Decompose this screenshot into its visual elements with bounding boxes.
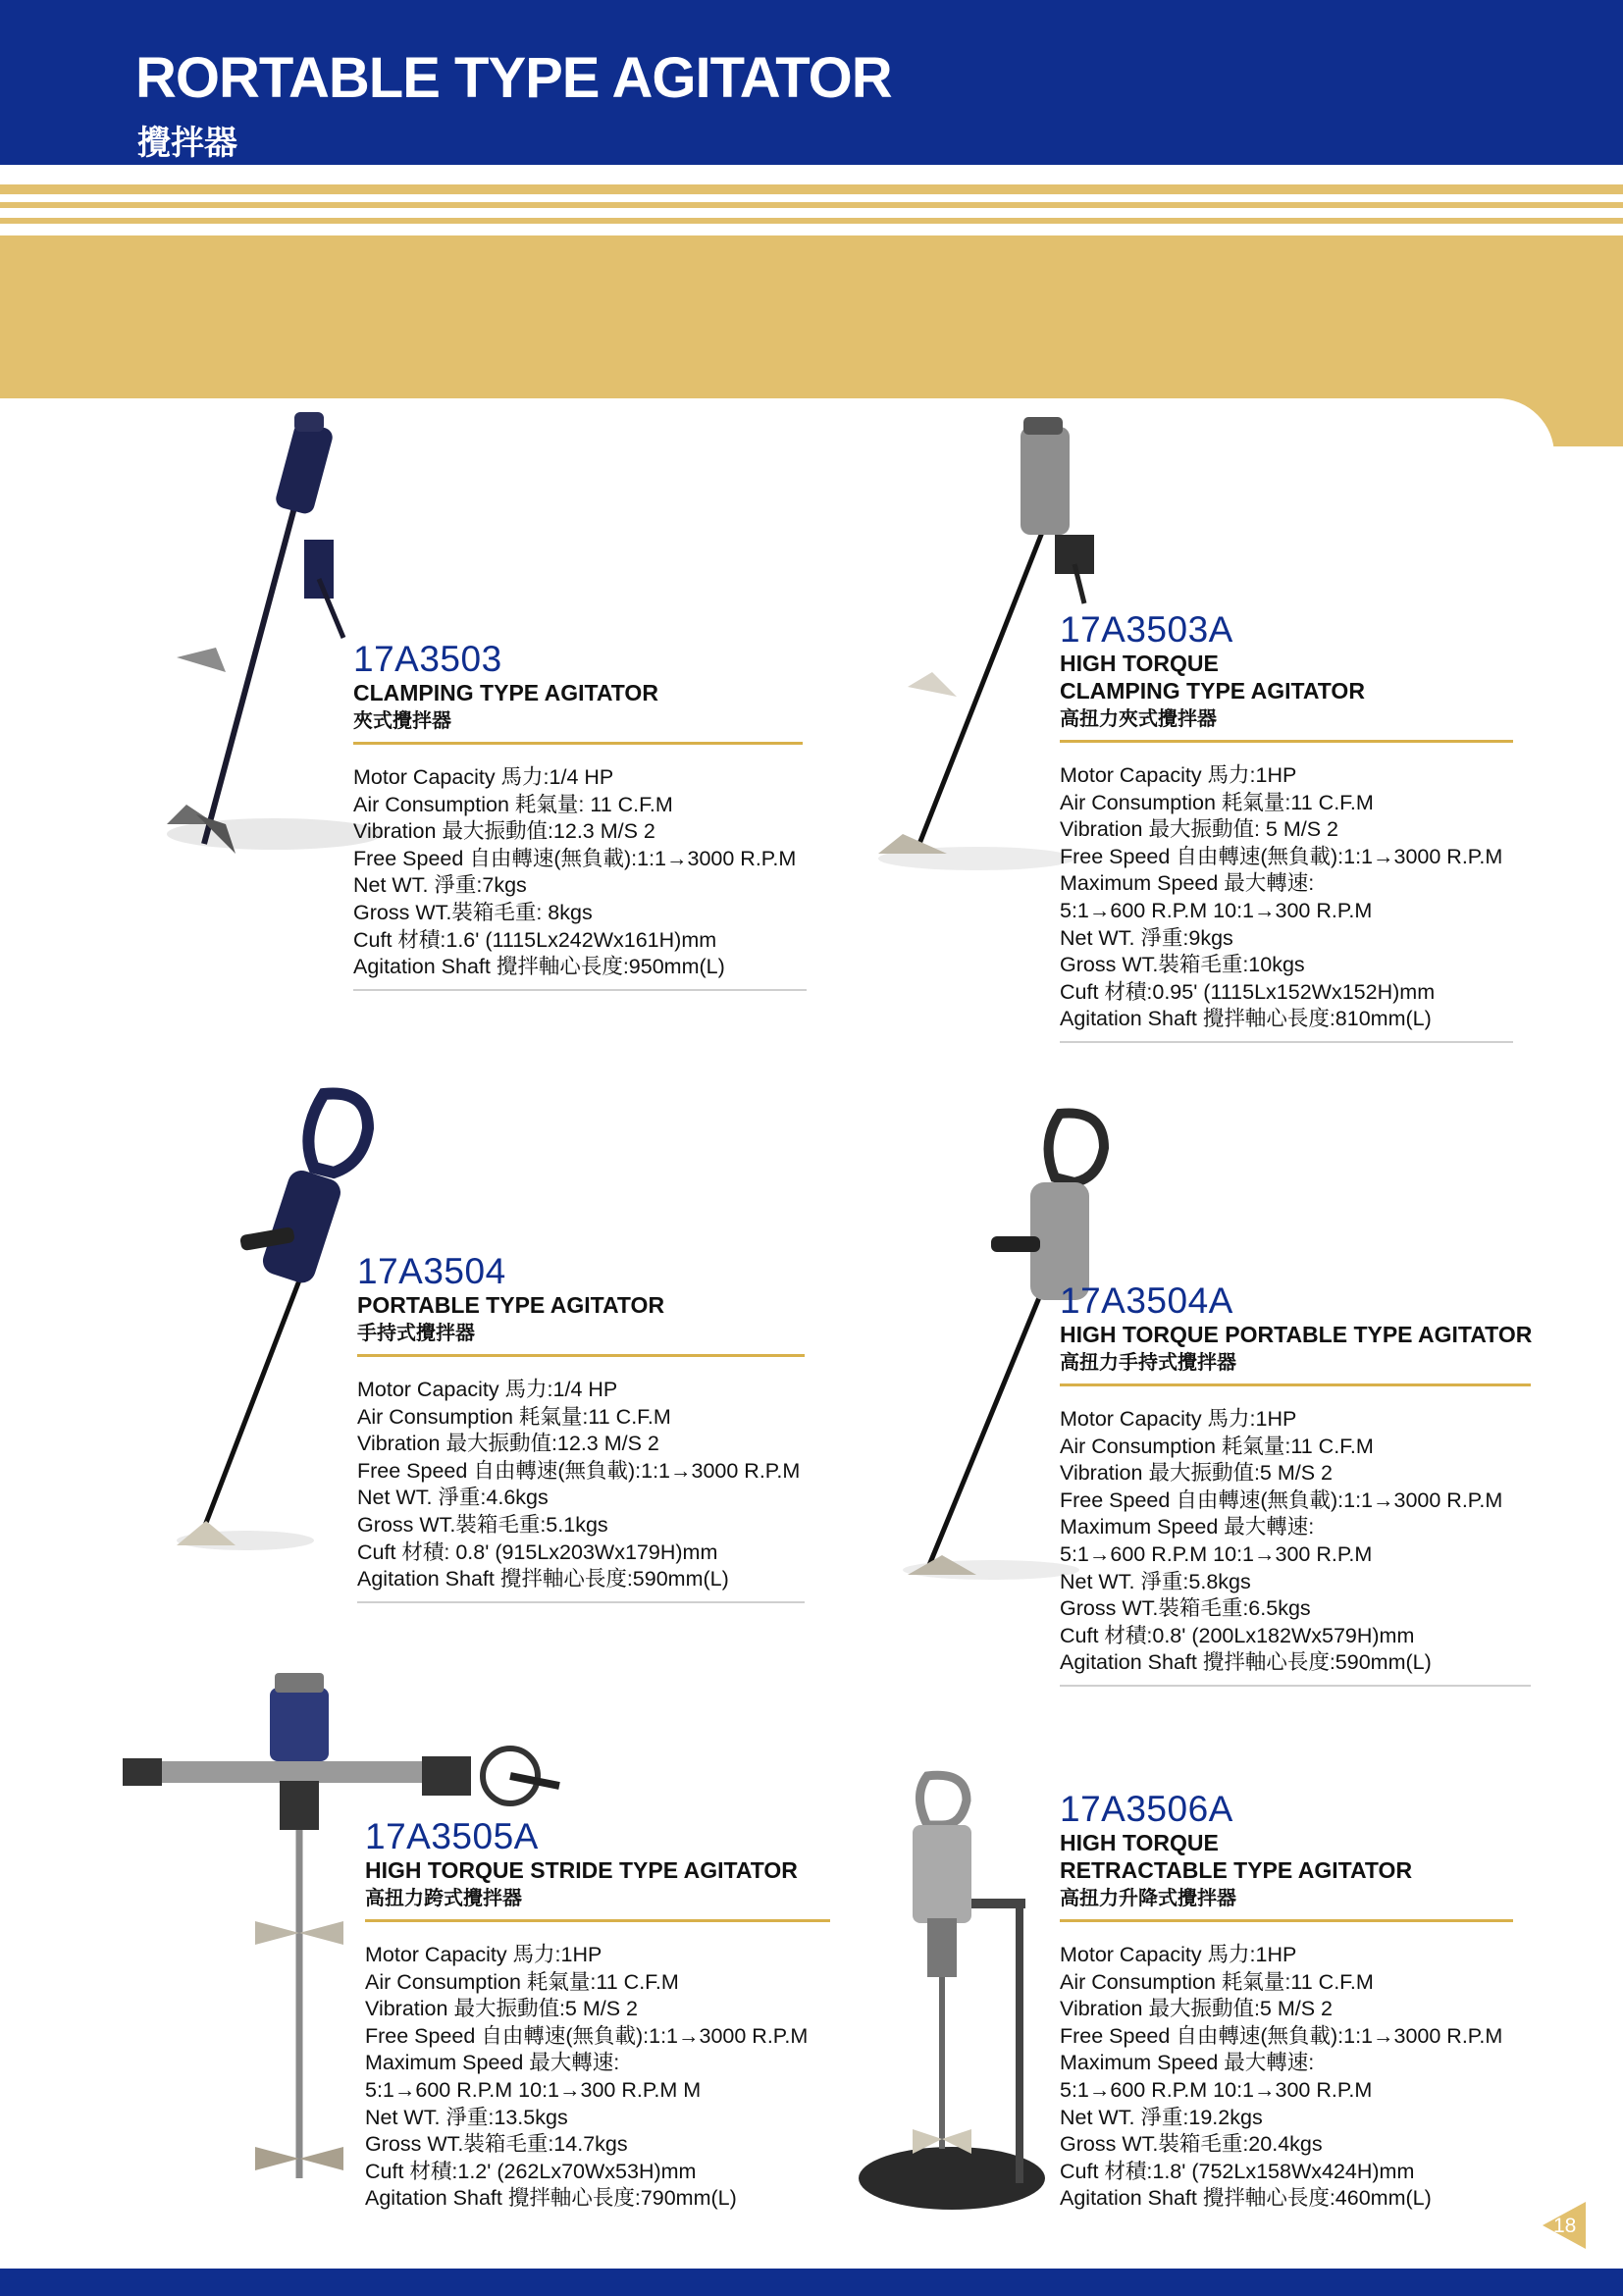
spec-line: Vibration 最大振動值: 5 M/S 2	[1060, 817, 1338, 842]
grey-rule	[1060, 1685, 1531, 1687]
spec-line: Air Consumption 耗氣量:11 C.F.M	[1060, 1434, 1374, 1458]
spec-line: Net WT. 淨重:13.5kgs	[365, 2105, 568, 2129]
page-number: 18	[1553, 2215, 1577, 2237]
spec-line: Gross WT.裝箱毛重:14.7kgs	[365, 2132, 628, 2157]
spec-line: Cuft 材積:0.95' (1115Lx152Wx152H)mm	[1060, 979, 1436, 1004]
spec-line: Cuft 材積:1.2' (262Lx70Wx53H)mm	[365, 2159, 697, 2183]
spec-line: Gross WT.裝箱毛重: 8kgs	[353, 900, 593, 924]
spec-line: Cuft 材積:1.8' (752Lx158Wx424H)mm	[1060, 2159, 1415, 2183]
product-17A3504A	[1060, 1281, 1570, 1687]
stripe-gold-2	[0, 202, 1623, 208]
spec-line: Vibration 最大振動值:12.3 M/S 2	[353, 819, 655, 844]
spec-line: Free Speed 自由轉速(無負載):1:1→3000 R.P.M	[1060, 2023, 1503, 2048]
gold-rule	[1060, 1383, 1531, 1386]
spec-line: 5:1→600 R.P.M 10:1→300 R.P.M	[1060, 2077, 1373, 2102]
spec-line: 5:1→600 R.P.M 10:1→300 R.P.M M	[365, 2077, 702, 2102]
product-title: CLAMPING TYPE AGITATOR	[353, 680, 658, 705]
product-17A3503A	[1060, 610, 1570, 1043]
gold-rule	[1060, 1919, 1513, 1922]
spec-line: Net WT. 淨重:7kgs	[353, 873, 527, 898]
product-title: HIGH TORQUE	[1060, 651, 1219, 676]
spec-line: Maximum Speed 最大轉速:	[1060, 871, 1315, 896]
product-17A3504	[357, 1252, 867, 1603]
page-subtitle: 攪拌器	[137, 125, 237, 162]
spec-line: Agitation Shaft 攪拌軸心長度:810mm(L)	[1060, 1007, 1432, 1031]
spec-line: Agitation Shaft 攪拌軸心長度:590mm(L)	[1060, 1650, 1432, 1675]
product-17A3505A	[365, 1817, 875, 2213]
agitator-17A3506A-image	[859, 1771, 1055, 2222]
spec-line: Motor Capacity 馬力:1/4 HP	[353, 765, 614, 789]
spec-line: Vibration 最大振動值:5 M/S 2	[1060, 1997, 1333, 2021]
spec-line: Cuft 材積:0.8' (200Lx182Wx579H)mm	[1060, 1623, 1415, 1647]
product-code: 17A3503A	[1060, 609, 1233, 650]
product-code: 17A3503	[353, 639, 502, 679]
spec-line: Motor Capacity 馬力:1HP	[365, 1943, 602, 1966]
product-title: PORTABLE TYPE AGITATOR	[357, 1292, 665, 1318]
product-title-cn: 高扭力夾式攪拌器	[1060, 708, 1217, 730]
stripe-gold-3	[0, 218, 1623, 224]
spec-line: 5:1→600 R.P.M 10:1→300 R.P.M	[1060, 898, 1373, 922]
spec-line: Air Consumption 耗氣量: 11 C.F.M	[353, 792, 673, 816]
footer-band	[0, 2269, 1623, 2296]
spec-line: Gross WT.裝箱毛重:20.4kgs	[1060, 2132, 1323, 2157]
gold-rule	[365, 1919, 830, 1922]
product-title: HIGH TORQUE PORTABLE TYPE AGITATOR	[1060, 1322, 1533, 1347]
spec-line: 5:1→600 R.P.M 10:1→300 R.P.M	[1060, 1541, 1373, 1566]
stripe-white	[0, 165, 1623, 183]
product-title: HIGH TORQUE STRIDE TYPE AGITATOR	[365, 1857, 798, 1883]
product-title-cn: 高扭力跨式攪拌器	[365, 1888, 522, 1909]
spec-line: Gross WT.裝箱毛重:5.1kgs	[357, 1512, 608, 1537]
spec-line: Agitation Shaft 攪拌軸心長度:460mm(L)	[1060, 2186, 1432, 2211]
product-title: CLAMPING TYPE AGITATOR	[1060, 678, 1365, 704]
spec-line: Air Consumption 耗氣量:11 C.F.M	[1060, 790, 1374, 814]
spec-line: Free Speed 自由轉速(無負載):1:1→3000 R.P.M	[357, 1458, 801, 1483]
spec-line: Maximum Speed 最大轉速:	[1060, 1515, 1315, 1539]
spec-line: Agitation Shaft 攪拌軸心長度:950mm(L)	[353, 955, 725, 979]
spec-line: Agitation Shaft 攪拌軸心長度:590mm(L)	[357, 1567, 729, 1592]
spec-line: Net WT. 淨重:4.6kgs	[357, 1486, 549, 1510]
spec-line: Free Speed 自由轉速(無負載):1:1→3000 R.P.M	[353, 846, 797, 870]
spec-line: Vibration 最大振動值:12.3 M/S 2	[357, 1432, 659, 1456]
gold-rule	[357, 1354, 805, 1357]
spec-line: Net WT. 淨重:9kgs	[1060, 925, 1233, 950]
product-code: 17A3506A	[1060, 1789, 1233, 1829]
spec-line: Maximum Speed 最大轉速:	[365, 2051, 620, 2075]
spec-line: Motor Capacity 馬力:1HP	[1060, 1407, 1297, 1431]
gold-rule	[1060, 740, 1513, 743]
product-title-cn: 夾式攪拌器	[353, 710, 451, 732]
spec-line: Gross WT.裝箱毛重:10kgs	[1060, 953, 1305, 977]
spec-line: Agitation Shaft 攪拌軸心長度:790mm(L)	[365, 2186, 737, 2211]
spec-line: Vibration 最大振動值:5 M/S 2	[1060, 1461, 1333, 1486]
spec-line: Vibration 最大振動值:5 M/S 2	[365, 1997, 638, 2021]
spec-line: Free Speed 自由轉速(無負載):1:1→3000 R.P.M	[365, 2023, 809, 2048]
product-17A3506A	[1060, 1790, 1570, 2213]
page-title: RORTABLE TYPE AGITATOR	[135, 46, 892, 110]
spec-line: Motor Capacity 馬力:1HP	[1060, 1943, 1297, 1966]
spec-line: Air Consumption 耗氣量:11 C.F.M	[1060, 1969, 1374, 1994]
spec-line: Cuft 材積:1.6' (1115Lx242Wx161H)mm	[353, 927, 717, 952]
spec-line: Free Speed 自由轉速(無負載):1:1→3000 R.P.M	[1060, 1487, 1503, 1512]
product-code: 17A3504	[357, 1251, 506, 1291]
product-17A3503	[353, 640, 864, 991]
gold-rule	[353, 742, 803, 745]
spec-line: Net WT. 淨重:5.8kgs	[1060, 1569, 1251, 1593]
spec-line: Free Speed 自由轉速(無負載):1:1→3000 R.P.M	[1060, 844, 1503, 868]
stripe-gold-1	[0, 184, 1623, 194]
product-title: HIGH TORQUE	[1060, 1830, 1219, 1855]
product-title: RETRACTABLE TYPE AGITATOR	[1060, 1857, 1413, 1883]
grey-rule	[1060, 1041, 1513, 1043]
spec-line: Air Consumption 耗氣量:11 C.F.M	[357, 1404, 671, 1429]
spec-line: Gross WT.裝箱毛重:6.5kgs	[1060, 1596, 1311, 1621]
spec-line: Cuft 材積: 0.8' (915Lx203Wx179H)mm	[357, 1539, 718, 1564]
product-code: 17A3504A	[1060, 1280, 1233, 1321]
grey-rule	[353, 989, 807, 991]
product-title-cn: 手持式攪拌器	[357, 1323, 475, 1344]
grey-rule	[357, 1601, 805, 1603]
spec-line: Maximum Speed 最大轉速:	[1060, 2051, 1315, 2075]
product-code: 17A3505A	[365, 1816, 539, 1856]
spec-line: Net WT. 淨重:19.2kgs	[1060, 2105, 1263, 2129]
spec-line: Motor Capacity 馬力:1HP	[1060, 763, 1297, 787]
spec-line: Air Consumption 耗氣量:11 C.F.M	[365, 1969, 679, 1994]
product-title-cn: 高扭力手持式攪拌器	[1060, 1352, 1236, 1374]
spec-line: Motor Capacity 馬力:1/4 HP	[357, 1378, 618, 1401]
product-title-cn: 高扭力升降式攪拌器	[1060, 1888, 1236, 1909]
